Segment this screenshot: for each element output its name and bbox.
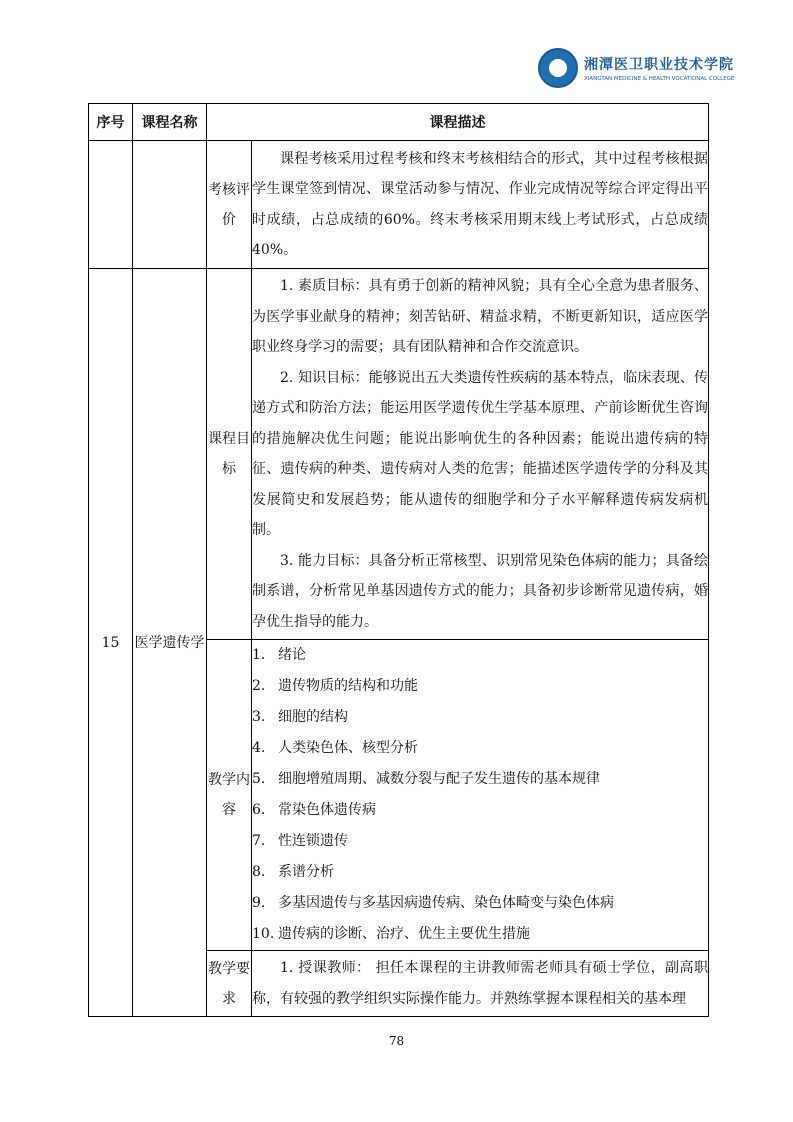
list-item [252,702,708,733]
assessment-paragraph: 课程考核采用过程考核和终末考核相结合的形式，其中过程考核根据学生课堂签到情况、课堂活动参与情况、作业完成情况等综合评定得出平时成绩，占总成绩的60%。终末考核采用期末线上考试形式，占总成绩40%。 [252,150,708,258]
continued-num-cell [89,141,133,269]
list-item-text: 遗传病的诊断、治疗、优生主要优生措施 [278,926,530,942]
course-goals-row [89,269,709,640]
college-name-en: XIANGTAN MEDICINE & HEALTH VOCATIONAL COLLEGE [584,76,735,82]
header-desc: 课程描述 [207,104,709,141]
list-item-number: 8. [252,864,266,880]
requirements-label: 教学要求 [207,951,252,1017]
list-item-number: 3. [252,709,266,725]
list-item-text: 遗传物质的结构和功能 [278,678,418,694]
college-name-cn: 湘潭医卫职业技术学院 [584,57,734,73]
list-item [252,764,708,795]
list-item-number: 4. [252,740,266,756]
list-item-number: 5. [252,771,266,787]
page-number: 78 [388,1034,405,1048]
list-item-number: 10. [252,926,275,942]
list-item-number: 9. [252,895,266,911]
list-item [252,795,708,826]
goals-text [252,269,709,640]
list-item-text: 多基因遗传与多基因病遗传病、染色体畸变与染色体病 [278,895,614,911]
course-name: 医学遗传学 [133,269,207,1017]
list-item-text: 系谱分析 [278,864,334,880]
continued-row [89,141,709,269]
goals-label: 课程目标 [207,269,252,640]
content-label: 教学内容 [207,640,252,951]
list-item [252,640,708,671]
list-item-text: 细胞增殖周期、减数分裂与配子发生遗传的基本规律 [278,771,600,787]
continued-name-cell [133,141,207,269]
assessment-label: 考核评价 [207,141,252,269]
list-item-text: 性连锁遗传 [278,833,348,849]
goal-paragraph: 3. 能力目标：具备分析正常核型、识别常见染色体病的能力；具备绘制系谱，分析常见单基因遗传方式的能力；具备初步诊断常见遗传病，婚孕优生指导的能力。 [252,552,708,630]
list-item [252,857,708,888]
list-item-number: 2. [252,678,266,694]
list-item-number: 7. [252,833,266,849]
header-name: 课程名称 [133,104,207,141]
list-item-number: 1. [252,647,266,663]
goal-paragraph: 2. 知识目标：能够说出五大类遗传性疾病的基本特点，临床表现、传递方式和防治方法；能运用医学遗传优生学基本原理、产前诊断优生咨询的措施解决优生问题；能说出影响优生的各种因素；能说出遗传病的特征、遗传病的种类、遗传病对人类的危害；能描述医学遗传学的分科及其发展简史和发展趋势；能从遗传的细胞学和分子水平解释遗传病发病机制。 [252,369,708,538]
list-item-text: 人类染色体、核型分析 [278,740,418,756]
college-name [584,54,734,82]
list-item [252,671,708,702]
assessment-text [252,141,709,269]
course-table [88,103,709,1017]
requirements-text [252,951,709,1017]
list-item-number: 6. [252,802,266,818]
list-item [252,826,708,857]
content-list [252,640,709,951]
list-item-text: 常染色体遗传病 [278,802,376,818]
header-row [89,104,709,141]
list-item [252,733,708,764]
college-emblem-icon [538,48,578,88]
list-item-text: 绪论 [278,647,306,663]
list-item [252,888,708,919]
list-item [252,919,708,950]
course-number: 15 [89,269,133,1017]
header-num: 序号 [89,104,133,141]
goal-paragraph: 1. 素质目标：具有勇于创新的精神风貌；具有全心全意为患者服务、为医学事业献身的精神；刻苦钻研、精益求精，不断更新知识，适应医学职业终身学习的需要；具有团队精神和合作交流意识。 [252,278,708,355]
list-item-text: 细胞的结构 [278,709,348,725]
requirements-paragraph: 1. 授课教师： 担任本课程的主讲教师需老师具有硕士学位，副高职称，有较强的教学组织实际操作能力。并熟练掌握本课程相关的基本理 [252,960,708,1007]
college-logo [538,46,738,90]
